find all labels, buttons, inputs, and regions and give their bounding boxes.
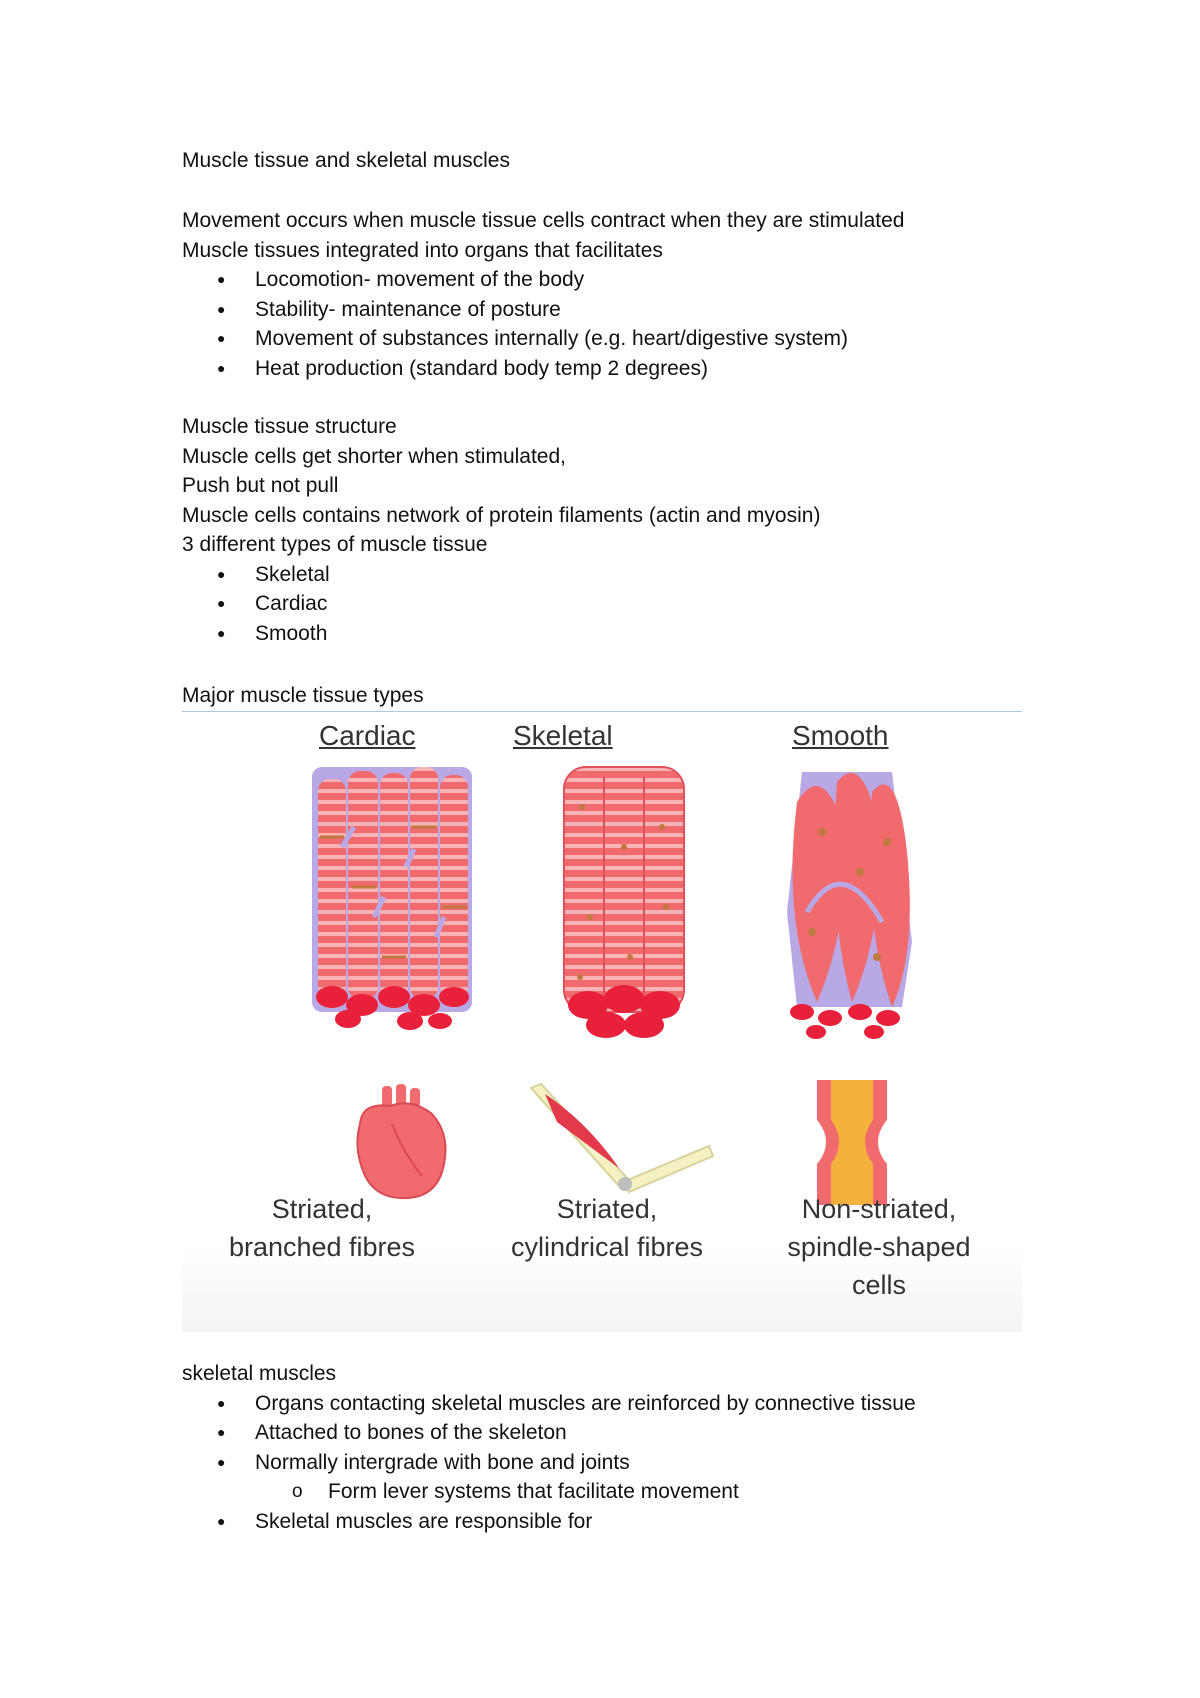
list-item: ● Smooth xyxy=(182,619,1042,649)
smooth-muscle-tube-icon xyxy=(817,1080,887,1205)
skeletal-heading: skeletal muscles xyxy=(182,1362,337,1385)
caption-skeletal-line: cylindrical fibres xyxy=(510,1232,704,1262)
list-item: ● Attached to bones of the skeleton xyxy=(182,1418,1042,1448)
list-item: ● Organs contacting skeletal muscles are reinforced by connective tissue xyxy=(182,1389,1042,1419)
structure-line: Push but not pull xyxy=(182,474,339,497)
structure-line: 3 different types of muscle tissue xyxy=(182,533,488,556)
skeletal-tissue-illustration xyxy=(562,767,687,1042)
structure-heading: Muscle tissue structure xyxy=(182,415,397,438)
caption-smooth-line: cells xyxy=(851,1270,906,1300)
smooth-tissue-illustration xyxy=(782,762,922,1047)
structure-line: Muscle cells contains network of protein filaments (actin and myosin) xyxy=(182,503,821,527)
caption-smooth-line: Non-striated, xyxy=(801,1194,957,1224)
figure-heading-block xyxy=(182,681,1042,711)
muscle-type-list xyxy=(182,560,1042,649)
column-title-smooth: Smooth xyxy=(792,720,889,751)
list-item: ● Movement of substances internally (e.g. heart/digestive system) xyxy=(182,324,1042,354)
muscle-types-figure xyxy=(182,712,1022,1332)
skeletal-bullet-list-end xyxy=(182,1507,1042,1537)
skeletal-muscles-section xyxy=(182,1359,1042,1536)
column-title-cardiac: Cardiac xyxy=(319,720,416,751)
caption-cardiac xyxy=(197,1190,447,1266)
intro-line-1: Movement occurs when muscle tissue cells contract when they are stimulated xyxy=(182,209,905,232)
document-title: Muscle tissue and skeletal muscles xyxy=(182,149,510,172)
list-item: ● Normally intergrade with bone and joints xyxy=(182,1448,1042,1478)
intro-line-2: Muscle tissues integrated into organs that facilitates xyxy=(182,238,663,262)
caption-skeletal xyxy=(477,1190,737,1266)
list-item: ● Cardiac xyxy=(182,589,1042,619)
caption-cardiac-line: Striated, xyxy=(271,1194,373,1224)
intro-section xyxy=(182,206,1042,383)
structure-line: Muscle cells get shorter when stimulated, xyxy=(182,444,566,468)
caption-smooth xyxy=(754,1190,1004,1304)
figure-heading: Major muscle tissue types xyxy=(182,684,424,707)
document-title-block xyxy=(182,146,1042,176)
arm-bone-icon xyxy=(527,1082,717,1202)
list-item: o Form lever systems that facilitate movement xyxy=(182,1477,1042,1507)
caption-cardiac-line: branched fibres xyxy=(228,1232,416,1262)
heart-icon xyxy=(352,1084,452,1204)
list-item: ● Skeletal muscles are responsible for xyxy=(182,1507,1042,1537)
structure-section xyxy=(182,412,1042,648)
skeletal-sub-list xyxy=(182,1477,1042,1507)
list-item: ● Heat production (standard body temp 2 degrees) xyxy=(182,354,1042,384)
cardiac-tissue-illustration xyxy=(312,767,472,1037)
list-item: ● Locomotion- movement of the body xyxy=(182,265,1042,295)
caption-smooth-line: spindle-shaped xyxy=(787,1232,971,1262)
list-item: ● Skeletal xyxy=(182,560,1042,590)
list-item: ● Stability- maintenance of posture xyxy=(182,295,1042,325)
column-title-skeletal: Skeletal xyxy=(513,720,613,751)
skeletal-bullet-list xyxy=(182,1389,1042,1478)
caption-skeletal-line: Striated, xyxy=(556,1194,658,1224)
intro-bullet-list xyxy=(182,265,1042,383)
